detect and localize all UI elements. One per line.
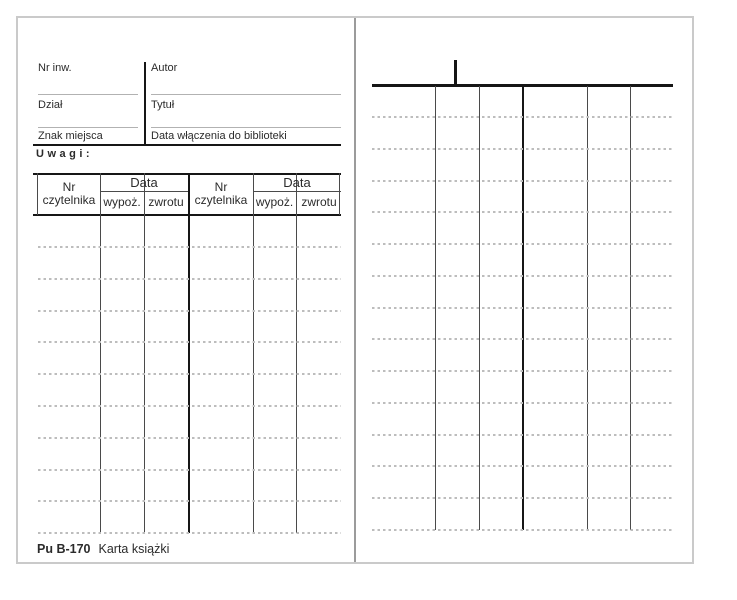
dotted-rule-line [372, 243, 672, 245]
dotted-rule-line [38, 469, 341, 471]
footer-form-name: Karta książki [98, 542, 170, 556]
form-column-divider [144, 62, 146, 144]
dotted-rule-line [372, 275, 672, 277]
form-bottom-rule [33, 144, 341, 147]
dotted-rule-line [372, 338, 672, 340]
field-label-section: Dział [38, 99, 63, 111]
field-label-place-mark: Znak miejsca [38, 130, 103, 142]
field-underline [38, 94, 138, 95]
dotted-rule-line [372, 180, 672, 182]
dotted-rule-line [372, 402, 672, 404]
loans-table-body-rules [38, 246, 341, 536]
field-underline [38, 127, 138, 128]
dotted-rule-line [372, 529, 672, 531]
field-label-inventory-no: Nr inw. [38, 62, 72, 74]
dotted-rule-line [372, 465, 672, 467]
header-cell-reader-no-2: Nr czytelnika [194, 180, 248, 207]
dotted-rule-line [372, 434, 672, 436]
field-underline [151, 94, 341, 95]
header-cell-date-1: Data [130, 175, 158, 190]
dotted-rule-line [38, 373, 341, 375]
header-cell-date-2: Data [283, 175, 311, 190]
center-fold-divider [354, 18, 356, 562]
registration-tick [454, 60, 457, 84]
dotted-rule-line [38, 310, 341, 312]
field-label-title: Tytuł [151, 99, 175, 111]
dotted-rule-line [372, 497, 672, 499]
field-underline [151, 127, 341, 128]
footer-form-code: Pu B-170 [37, 542, 91, 556]
dotted-rule-line [372, 148, 672, 150]
dotted-rule-line [372, 307, 672, 309]
field-label-author: Autor [151, 62, 178, 74]
dotted-rule-line [38, 405, 341, 407]
field-label-inclusion-date: Data włączenia do biblioteki [151, 130, 287, 142]
dotted-rule-line [372, 370, 672, 372]
notes-label: Uwagi: [36, 147, 94, 160]
dotted-rule-line [38, 500, 341, 502]
dotted-rule-line [38, 341, 341, 343]
header-cell-borrowed-1: wypoż. [103, 195, 141, 209]
card-footer [37, 542, 169, 556]
dotted-rule-line [38, 278, 341, 280]
dotted-rule-line [38, 437, 341, 439]
dotted-rule-line [372, 116, 672, 118]
header-cell-borrowed-2: wypoż. [255, 195, 294, 209]
dotted-rule-line [38, 246, 341, 248]
back-page-rules [372, 116, 672, 534]
header-cell-reader-no-1: Nr czytelnika [42, 180, 96, 207]
dotted-rule-line [372, 211, 672, 213]
dotted-rule-line [38, 532, 341, 534]
header-cell-returned-1: zwrotu [148, 195, 184, 209]
header-cell-returned-2: zwrotu [301, 195, 337, 209]
